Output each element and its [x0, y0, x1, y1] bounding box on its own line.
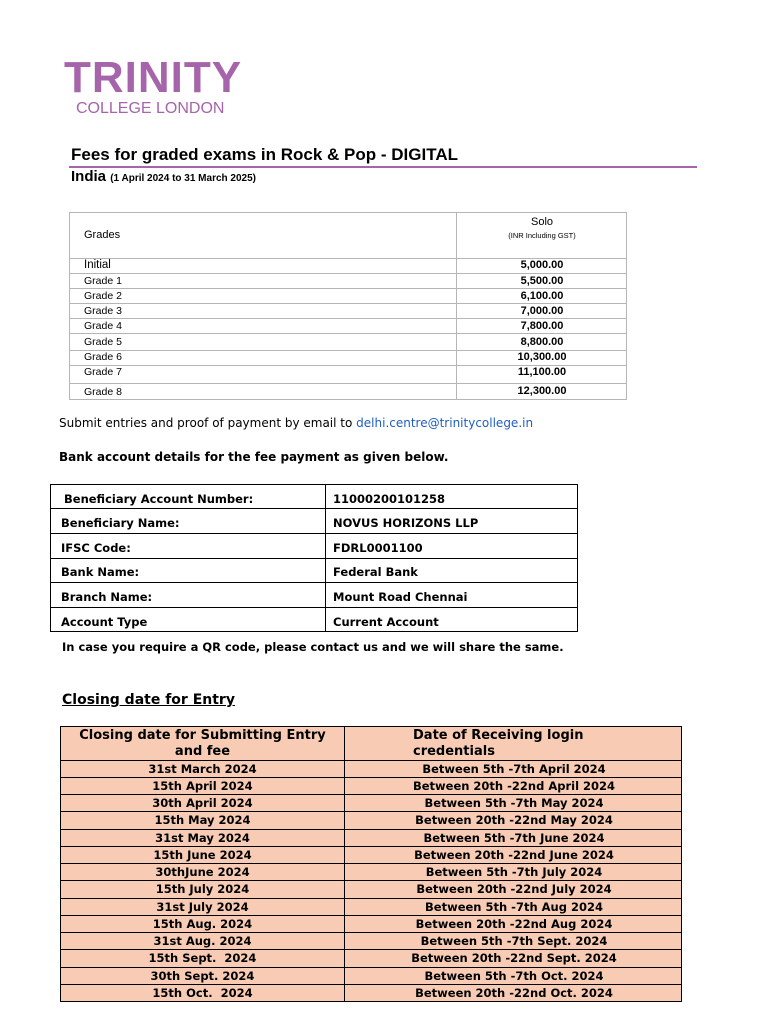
row-divider [70, 383, 626, 384]
country-label: India [71, 168, 107, 185]
qr-note: In case you require a QR code, please contact us and we will share the same. [62, 640, 564, 654]
page-subtitle [71, 168, 256, 188]
row-divider [70, 273, 626, 274]
login-date-cell: Between 20th -22nd July 2024 [416, 882, 612, 896]
bank-details-table [50, 484, 578, 632]
bank-field-value: FDRL0001100 [333, 541, 423, 555]
row-divider [70, 318, 626, 319]
login-date-cell: Between 5th -7th Sept. 2024 [420, 934, 608, 948]
row-divider [61, 829, 681, 830]
closing-date-cell: 15th May 2024 [154, 813, 251, 827]
row-divider [51, 558, 577, 559]
header-line: and fee [174, 744, 231, 759]
row-divider [61, 984, 681, 985]
closing-date-cell: 31st July 2024 [156, 900, 249, 914]
grade-fee: 12,300.00 [517, 385, 567, 397]
grade-label: Grade 2 [84, 290, 122, 302]
grade-fee: 5,000.00 [520, 259, 564, 271]
row-divider [61, 760, 681, 761]
row-divider [61, 777, 681, 778]
row-divider [61, 811, 681, 812]
login-date-cell: Between 20th -22nd Aug 2024 [415, 917, 613, 931]
login-date-cell: Between 20th -22nd Oct. 2024 [415, 986, 613, 1000]
row-divider [61, 794, 681, 795]
closing-date-cell: 15th June 2024 [153, 848, 252, 862]
bank-field-label: Bank Name: [61, 565, 140, 579]
header-line: credentials [413, 744, 495, 759]
grade-label: Grade 1 [84, 275, 122, 287]
login-date-cell: Between 5th -7th May 2024 [424, 796, 604, 810]
grade-label: Initial [84, 259, 111, 271]
login-date-cell: Between 20th -22nd Sept. 2024 [411, 951, 617, 965]
closing-date-cell: 15th Aug. 2024 [152, 917, 253, 931]
header-line: Date of Receiving login [413, 728, 584, 743]
grade-fee: 6,100.00 [520, 290, 564, 302]
login-date-cell: Between 5th -7th April 2024 [422, 762, 606, 776]
submit-text: Submit entries and proof of payment by email to [59, 416, 353, 430]
row-divider [51, 607, 577, 608]
grade-label: Grade 7 [84, 366, 122, 378]
row-divider [61, 898, 681, 899]
grade-label: Grade 6 [84, 351, 122, 363]
closing-date-cell: 15th Oct. 2024 [152, 986, 253, 1000]
bank-field-value: Current Account [333, 615, 439, 629]
closing-date-cell: 31st March 2024 [148, 762, 257, 776]
bank-field-value: 11000200101258 [333, 492, 446, 506]
bank-intro: Bank account details for the fee payment as given below. [59, 450, 449, 464]
solo-column-header: Solo [530, 216, 554, 228]
closing-dates-table [60, 726, 682, 1002]
grade-fee: 10,300.00 [517, 351, 567, 363]
grade-fee: 11,100.00 [517, 366, 567, 378]
submit-instructions [59, 416, 533, 431]
row-divider [70, 333, 626, 334]
login-date-cell: Between 20th -22nd April 2024 [412, 779, 616, 793]
row-divider [61, 846, 681, 847]
row-divider [70, 288, 626, 289]
grade-fee: 7,000.00 [520, 305, 564, 317]
login-date-cell: Between 20th -22nd May 2024 [415, 813, 613, 827]
row-divider [61, 949, 681, 950]
closing-date-cell: 31st May 2024 [155, 831, 250, 845]
row-divider [61, 967, 681, 968]
closing-date-cell: 30thJune 2024 [155, 865, 250, 879]
closing-date-cell: 30th Sept. 2024 [150, 969, 255, 983]
login-date-cell: Between 20th -22nd June 2024 [414, 848, 614, 862]
row-divider [61, 880, 681, 881]
grade-label: Grade 3 [84, 305, 122, 317]
login-date-cell: Between 5th -7th Aug 2024 [425, 900, 603, 914]
login-date-column-header [413, 728, 653, 760]
bank-field-label: Beneficiary Name: [61, 516, 180, 530]
closing-date-cell: 15th April 2024 [152, 779, 253, 793]
grade-fee: 5,500.00 [520, 275, 564, 287]
page-title: Fees for graded exams in Rock & Pop - DIGITAL [71, 145, 458, 164]
grade-fee: 7,800.00 [520, 320, 564, 332]
closing-date-column-header [61, 728, 344, 760]
grade-label: Grade 5 [84, 336, 122, 348]
bank-field-value: Federal Bank [333, 565, 418, 579]
bank-field-value: NOVUS HORIZONS LLP [333, 516, 479, 530]
row-divider [61, 863, 681, 864]
email-link[interactable]: delhi.centre@trinitycollege.in [356, 416, 534, 430]
row-divider [51, 508, 577, 509]
closing-date-cell: 31st Aug. 2024 [153, 934, 252, 948]
bank-field-label: Branch Name: [61, 590, 153, 604]
grade-label: Grade 4 [84, 320, 122, 332]
fees-table [69, 212, 627, 400]
login-date-cell: Between 5th -7th June 2024 [423, 831, 605, 845]
solo-column-subheader: (INR Including GST) [508, 231, 576, 240]
bank-field-value: Mount Road Chennai [333, 590, 468, 604]
row-divider [51, 582, 577, 583]
logo-subtitle: COLLEGE LONDON [76, 100, 225, 117]
validity-period: (1 April 2024 to 31 March 2025) [110, 173, 256, 184]
row-divider [51, 533, 577, 534]
bank-field-label: Beneficiary Account Number: [64, 492, 254, 506]
bank-field-label: IFSC Code: [61, 541, 131, 555]
grade-label: Grade 8 [84, 386, 122, 398]
row-divider [70, 303, 626, 304]
closing-date-cell: 15th July 2024 [155, 882, 250, 896]
closing-date-heading: Closing date for Entry [62, 692, 235, 708]
grade-fee: 8,800.00 [520, 336, 564, 348]
row-divider [61, 932, 681, 933]
grades-column-header: Grades [84, 229, 121, 241]
closing-date-cell: 30th April 2024 [152, 796, 253, 810]
header-line: Closing date for Submitting Entry [79, 728, 326, 743]
bank-field-label: Account Type [61, 615, 148, 629]
login-date-cell: Between 5th -7th Oct. 2024 [424, 969, 604, 983]
closing-date-cell: 15th Sept. 2024 [148, 951, 257, 965]
logo-wordmark: TRINITY [64, 53, 243, 102]
row-divider [61, 915, 681, 916]
login-date-cell: Between 5th -7th July 2024 [425, 865, 603, 879]
